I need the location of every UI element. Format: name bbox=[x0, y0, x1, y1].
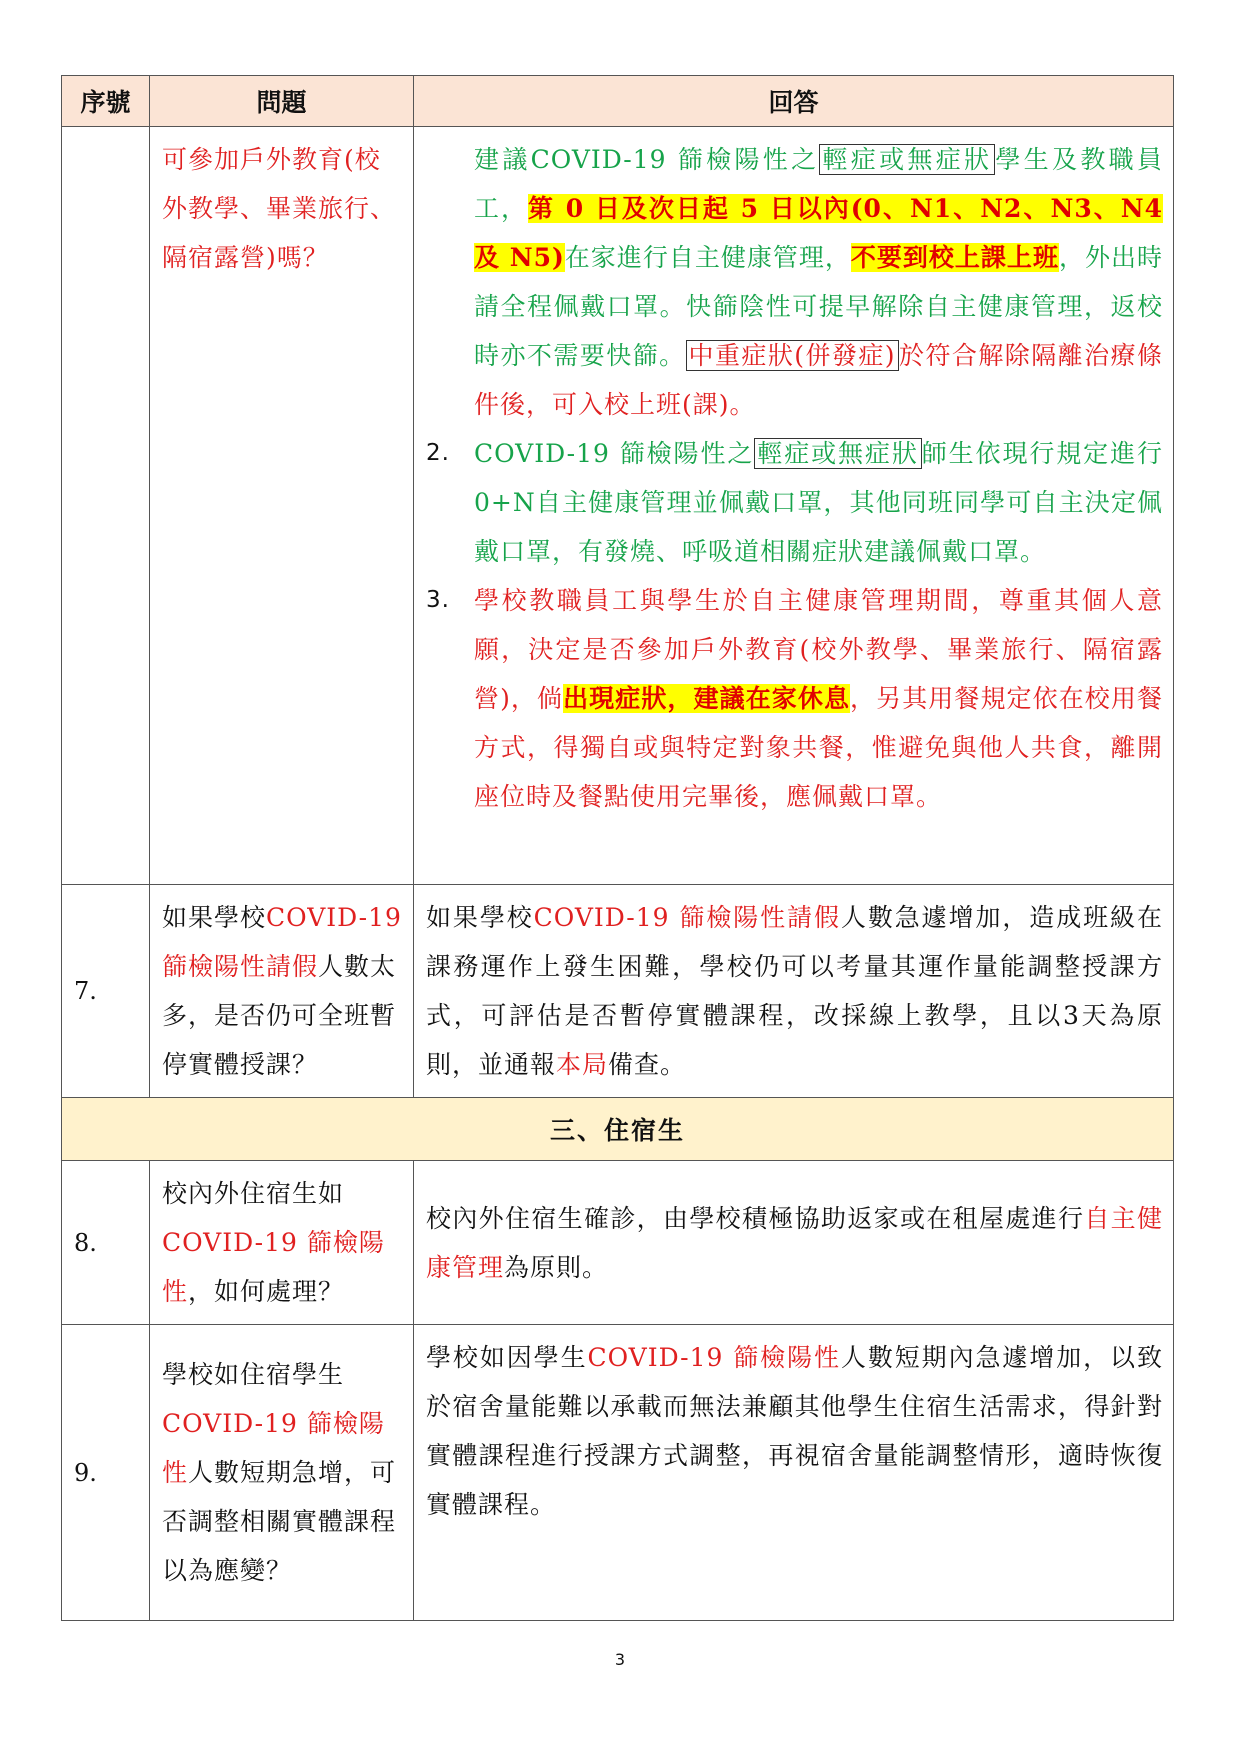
header-row bbox=[62, 76, 1174, 127]
text: 學生及教職員工， bbox=[474, 145, 1163, 223]
table-row bbox=[62, 885, 1174, 1098]
item-text bbox=[474, 429, 1163, 576]
boxed-term: 輕症或無症狀 bbox=[819, 144, 995, 175]
text: 學校如因學生 bbox=[426, 1343, 588, 1372]
text: 本局 bbox=[556, 1050, 609, 1079]
header-question: 問題 bbox=[150, 76, 414, 127]
boxed-term: 輕症或無症狀 bbox=[754, 438, 921, 469]
text: COVID-19 篩檢陽性請假 bbox=[533, 903, 841, 932]
text: ，另其用餐規定依在校用餐方式，得獨自或與特定對象共餐，惟避免與他人共食，離開座位時及餐點使用完畢後，應佩戴口罩。 bbox=[474, 684, 1163, 811]
section-row bbox=[62, 1098, 1174, 1161]
page-number: 3 bbox=[614, 1650, 626, 1669]
row6-question: 可參加戶外教育(校外教學、畢業旅行、隔宿露營)嗎？ bbox=[150, 127, 414, 885]
highlight: 不要到校上課上班 bbox=[850, 243, 1059, 272]
text: 人數短期內急遽增加，以致於宿舍量能難以承載而無法兼顧其他學生住宿生活需求，得針對實體課程進行授課方式調整，再視宿舍量能調整情形，適時恢復實體課程。 bbox=[426, 1343, 1163, 1519]
answer-para-1 bbox=[426, 135, 1163, 429]
text: COVID-19 篩檢陽性請假 bbox=[162, 903, 402, 981]
text: COVID-19 篩檢陽性 bbox=[162, 1228, 385, 1306]
text: 人數短期急增，可否調整相關實體課程以為應變？ bbox=[162, 1458, 397, 1585]
answer-item-2 bbox=[426, 429, 1163, 576]
text: COVID-19 篩檢陽性之 bbox=[474, 439, 755, 468]
row8-num: 8. bbox=[62, 1161, 150, 1325]
item-text bbox=[474, 576, 1163, 821]
text: 備查。 bbox=[608, 1050, 687, 1079]
row9-question bbox=[150, 1325, 414, 1621]
row7-question bbox=[150, 885, 414, 1098]
text: COVID-19 篩檢陽性 bbox=[587, 1343, 841, 1372]
text: 師生依現行規定進行0+N自主健康管理並佩戴口罩，其他同班同學可自主決定佩戴口罩，有發燒、呼吸道相關症狀建議佩戴口罩。 bbox=[474, 439, 1163, 566]
text: 為原則。 bbox=[504, 1252, 609, 1282]
text: 在家進行自主健康管理， bbox=[564, 243, 851, 272]
section-title: 三、住宿生 bbox=[62, 1098, 1174, 1161]
table-row bbox=[62, 1161, 1174, 1325]
row6-num bbox=[62, 127, 150, 885]
text: ，外出時請全程佩戴口罩。快篩陰性可提早解除自主健康管理，返校時亦不需要快篩。 bbox=[474, 243, 1163, 370]
text: 校內外住宿生如 bbox=[162, 1179, 345, 1208]
answer-item-3 bbox=[426, 576, 1163, 821]
text: 自主健康管理 bbox=[426, 1203, 1163, 1282]
row9-answer bbox=[414, 1325, 1174, 1621]
item-number: 3. bbox=[426, 587, 450, 613]
text: 校內外住宿生確診，由學校積極協助返家或在租屋處進行 bbox=[426, 1203, 1085, 1233]
row8-answer bbox=[414, 1161, 1174, 1325]
text: 如果學校 bbox=[426, 903, 534, 932]
highlight: 第 0 日及次日起 5 日以內(0、N1、N2、N3、N4 及 N5) bbox=[474, 194, 1163, 272]
text: 如果學校 bbox=[162, 903, 267, 932]
text: 學校教職員工與學生於自主健康管理期間，尊重其個人意願，決定是否參加戶外教育(校外教學、畢業旅行、隔宿露營)，倘 bbox=[474, 586, 1163, 713]
row6-answer bbox=[414, 127, 1174, 885]
row7-num: 7. bbox=[62, 885, 150, 1098]
row7-answer bbox=[414, 885, 1174, 1098]
text: 學校如住宿學生 bbox=[162, 1360, 345, 1389]
text: COVID-19 篩檢陽性 bbox=[162, 1409, 385, 1487]
text: 人數急遽增加，造成班級在課務運作上發生困難，學校仍可以考量其運作量能調整授課方式，可評估是否暫停實體課程，改採線上教學，且以3天為原則，並通報 bbox=[426, 903, 1163, 1079]
text: 於符合解除隔離治療條件後，可入校上班(課)。 bbox=[474, 341, 1163, 419]
boxed-term: 中重症狀(併發症) bbox=[686, 340, 899, 371]
highlight: 出現症狀，建議在家休息 bbox=[563, 684, 851, 713]
table-row bbox=[62, 1325, 1174, 1621]
faq-table bbox=[61, 75, 1174, 1621]
text: ，如何處理？ bbox=[188, 1277, 345, 1306]
item-number: 2. bbox=[426, 440, 450, 466]
header-no: 序號 bbox=[62, 76, 150, 127]
text: 人數太多，是否仍可全班暫停實體授課？ bbox=[162, 952, 397, 1079]
row8-question bbox=[150, 1161, 414, 1325]
header-answer: 回答 bbox=[414, 76, 1174, 127]
table-row bbox=[62, 127, 1174, 885]
row9-num: 9. bbox=[62, 1325, 150, 1621]
text: 建議COVID-19 篩檢陽性之 bbox=[474, 145, 820, 174]
